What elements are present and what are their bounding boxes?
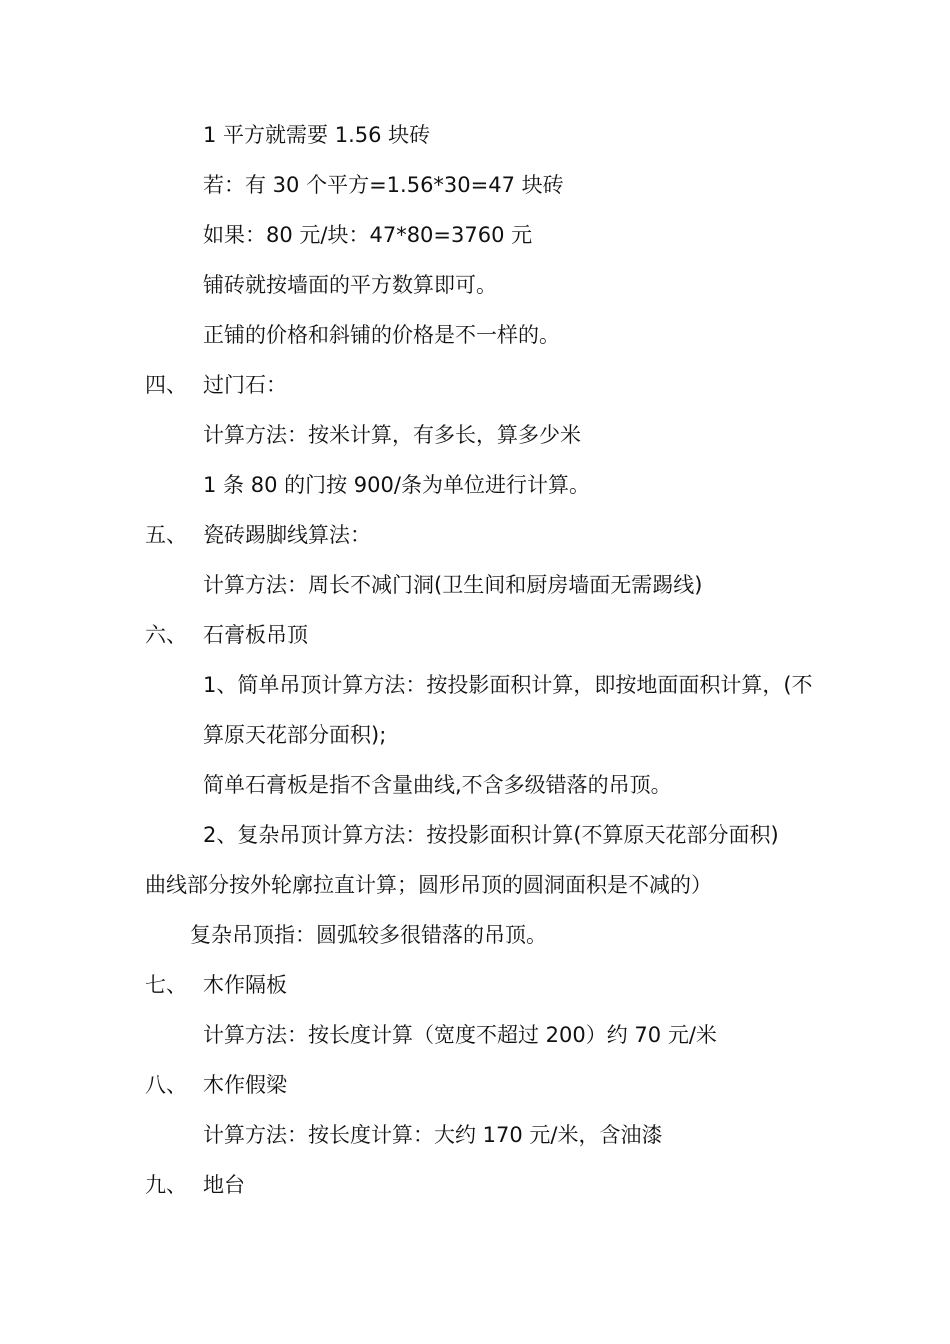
text-line: 正铺的价格和斜铺的价格是不一样的。 [203,323,560,347]
text-line: 2、复杂吊顶计算方法：按投影面积计算(不算原天花部分面积) [203,823,779,847]
section-number: 四、 [145,373,187,397]
text-line: 铺砖就按墙面的平方数算即可。 [203,273,497,297]
text-line: 曲线部分按外轮廓拉直计算；圆形吊顶的圆洞面积是不减的） [145,873,712,897]
section-title: 地台 [203,1173,245,1197]
text-line: 计算方法：按米计算，有多长，算多少米 [203,423,581,447]
section-number: 八、 [145,1073,187,1097]
text-line: 如果：80 元/块：47*80=3760 元 [203,223,533,247]
text-line: 计算方法：周长不减门洞(卫生间和厨房墙面无需踢线) [203,573,703,597]
text-line: 1 平方就需要 1.56 块砖 [203,123,431,147]
text-line: 复杂吊顶指：圆弧较多很错落的吊顶。 [190,923,547,947]
text-line: 若：有 30 个平方=1.56*30=47 块砖 [203,173,564,197]
text-line: 计算方法：按长度计算（宽度不超过 200）约 70 元/米 [203,1023,717,1047]
section-number: 九、 [145,1173,187,1197]
section-number: 七、 [145,973,187,997]
section-title: 瓷砖踢脚线算法： [203,523,371,547]
section-number: 五、 [145,523,187,547]
section-number: 六、 [145,623,187,647]
section-title: 木作隔板 [203,973,287,997]
section-title: 木作假梁 [203,1073,287,1097]
section-title: 石膏板吊顶 [203,623,308,647]
text-line: 计算方法：按长度计算：大约 170 元/米，含油漆 [203,1123,663,1147]
text-line: 算原天花部分面积); [203,723,387,747]
text-line: 简单石膏板是指不含量曲线,不含多级错落的吊顶。 [203,773,672,797]
section-title: 过门石： [203,373,287,397]
text-line: 1、简单吊顶计算方法：按投影面积计算，即按地面面积计算，(不 [203,673,813,697]
text-line: 1 条 80 的门按 900/条为单位进行计算。 [203,473,590,497]
